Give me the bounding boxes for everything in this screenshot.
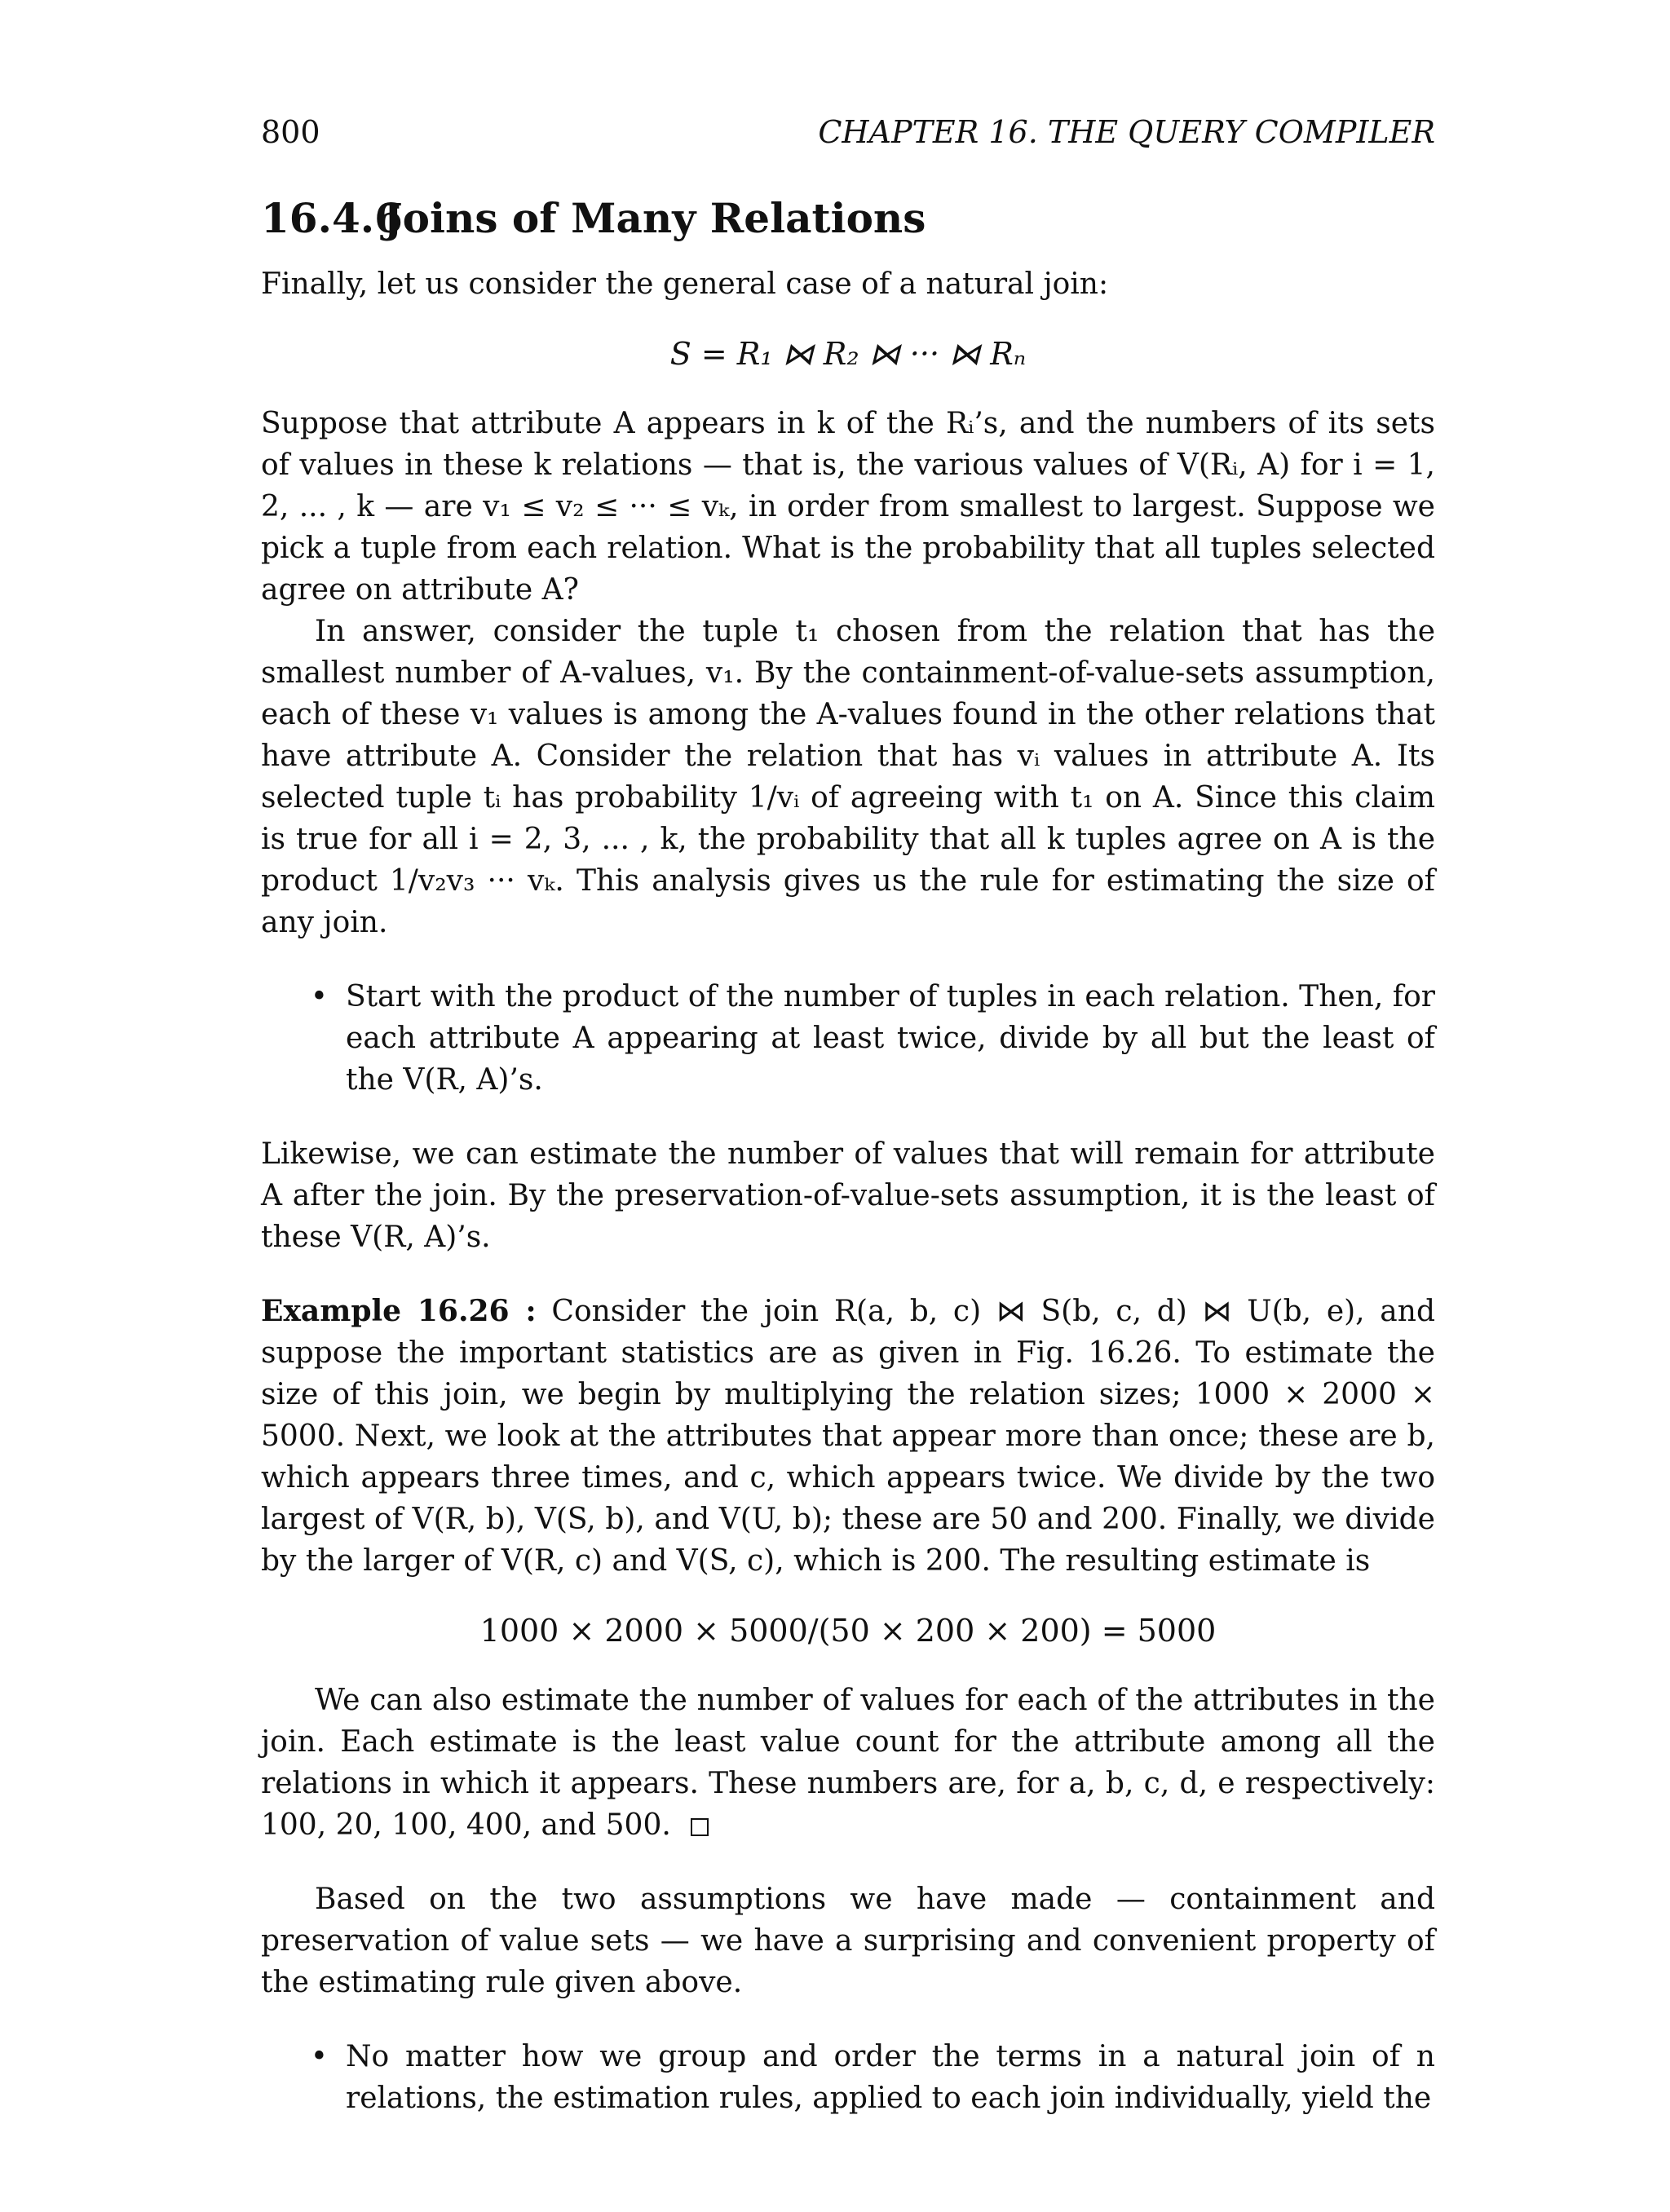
bullet-rule-size (261, 976, 1435, 1101)
paragraph-value-count: Likewise, we can estimate the number of values that will remain for attribute A after the join. By the preservation-of-value-sets assumption, it is the least of these V(R, A)’s. (261, 1137, 1435, 1254)
bullet-text: No matter how we group and order the terms in a natural join of n relations, the estimation rules, applied to each join individually, yield the (346, 2040, 1435, 2115)
running-header (261, 114, 1435, 150)
estimate-equation: 1000 × 2000 × 5000/(50 × 200 × 200) = 5000 (479, 1613, 1217, 1649)
example-label: Example 16.26 : (261, 1294, 537, 1328)
intro-paragraph: Finally, let us consider the general case of a natural join: (261, 267, 1109, 301)
bullet-grouping-property (261, 2036, 1435, 2119)
chapter-title: CHAPTER 16. THE QUERY COMPILER (818, 114, 1435, 150)
section-heading (261, 194, 1435, 242)
example-text: Consider the join R(a, b, c) ⋈ S(b, c, d) ⋈ U(b, e), and suppose the important statistics are as given in Fig. 16.26. To estimate the size of this join, we begin by multiplying the relation sizes; 1000 × 2000 × 5000. Next, we look at the attributes that appear more than once; these are b, which appears three times, and c, which appears twice. We divide by the two largest of V(R, b), V(S, b), and V(U, b); these are 50 and 200. Finally, we divide by the larger of V(R, c) and V(S, c), which is 200. The resulting estimate is (261, 1295, 1436, 1578)
bullet-text: Start with the product of the number of tuples in each relation. Then, for each attribute A appearing at least twice, divide by all but the least of the V(R, A)’s. (346, 980, 1435, 1097)
page-number: 800 (261, 114, 320, 150)
attribute-estimates-text: We can also estimate the number of values for each of the attributes in the join. Each estimate is the least value count for the attribute among all the relations in which it appears. These numbers are, for a, b, c, d, e respectively: 100, 20, 100, 400, and 500. (261, 1684, 1435, 1842)
paragraph-assumptions: Based on the two assumptions we have made — containment and preservation of value sets — we have a surprising and convenient property of the estimating rule given above. (261, 1883, 1435, 1999)
paragraph-answer: In answer, consider the tuple t₁ chosen from the relation that has the smallest number of A-values, v₁. By the containment-of-value-sets assumption, each of these v₁ values is among the A-values found in the other relations that have attribute A. Consider the relation that has vᵢ values in attribute A. Its selected tuple tᵢ has probability 1/vᵢ of agreeing with t₁ on A. Since this claim is true for all i = 2, 3, ... , k, the probability that all k tuples agree on A is the product 1/v₂v₃ ··· vₖ. This analysis gives us the rule for estimating the size of any join. (261, 615, 1435, 939)
join-equation: S = R₁ ⋈ R₂ ⋈ ··· ⋈ Rₙ (669, 336, 1027, 372)
end-of-example-icon (691, 1818, 709, 1836)
example-paragraph (261, 1291, 1435, 1582)
section-title: Joins of Many Relations (383, 194, 926, 242)
book-page (261, 114, 1435, 2152)
paragraph-attribute-estimates (261, 1680, 1435, 1846)
bullet-dot: • (310, 2040, 328, 2073)
paragraph-probability-question: Suppose that attribute A appears in k of the Rᵢ’s, and the numbers of its sets of values in these k relations — that is, the various values of V(Rᵢ, A) for i = 1, 2, ... , k — are v₁ ≤ v₂ ≤ ··· ≤ vₖ, in order from smallest to largest. Suppose we pick a tuple from each relation. What is the probability that all tuples selected agree on attribute A? (261, 407, 1435, 607)
section-number: 16.4.6 (261, 194, 403, 242)
bullet-dot: • (310, 980, 328, 1013)
